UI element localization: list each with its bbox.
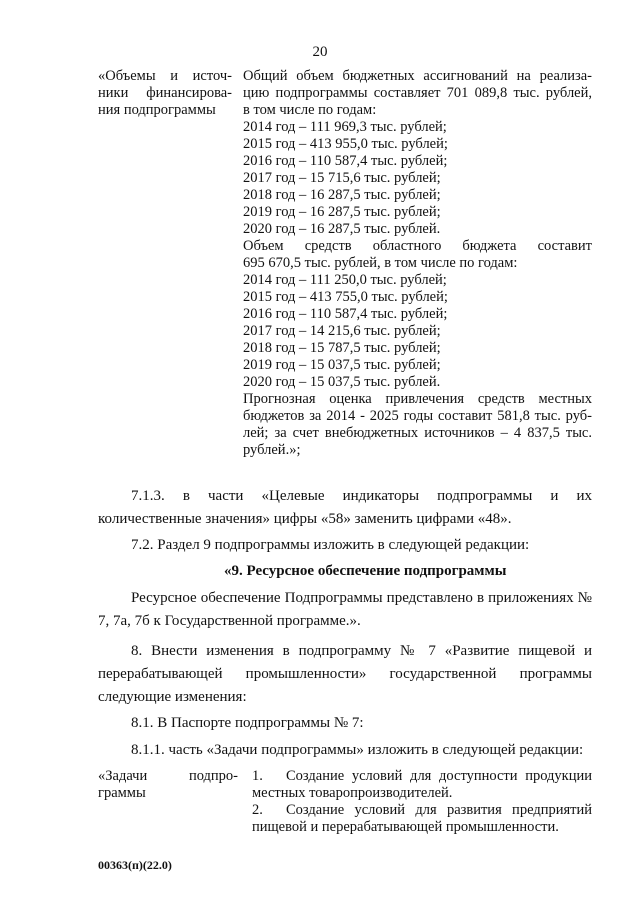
section-heading: «9. Ресурсное обеспечение подпрограммы xyxy=(224,563,507,579)
label-line: ники финансирова- xyxy=(98,85,232,101)
label-line: «Объемы и источ- xyxy=(98,68,232,84)
financing-line: 2017 год – 15 715,6 тыс. рублей; xyxy=(243,170,441,186)
paragraph-8-1-1: 8.1.1. часть «Задачи подпрограммы» изложить в следующей редакции: xyxy=(131,742,584,758)
task-number: 2. xyxy=(252,802,263,818)
financing-value-cell xyxy=(243,68,592,459)
financing-line: лей; за счет внебюджетных источников – 4 837,5 тыс. xyxy=(243,425,592,441)
financing-line: Прогнозная оценка привлечения средств местных xyxy=(243,391,592,407)
paragraph-8-1: 8.1. В Паспорте подпрограммы № 7: xyxy=(131,715,364,731)
financing-line: 2019 год – 16 287,5 тыс. рублей; xyxy=(243,204,441,220)
paragraph-8: 8. Внести изменения в подпрограмму № 7 «Развитие пищевой и перерабатывающей промышленности» государственной программы следующие изменения: xyxy=(98,643,592,705)
tasks-label-line: граммы xyxy=(98,785,146,801)
label-line: ния подпрограммы xyxy=(98,102,216,118)
document-footer-code: 00363(п)(22.0) xyxy=(98,858,172,872)
financing-line: 2016 год – 110 587,4 тыс. рублей; xyxy=(243,153,448,169)
tasks-value-cell xyxy=(252,768,592,836)
financing-line: рублей.»; xyxy=(243,442,301,458)
financing-line: 2015 год – 413 755,0 тыс. рублей; xyxy=(243,289,448,305)
task-text: Создание условий для развития предприятий пищевой и перерабатывающей промышленности. xyxy=(252,802,592,835)
paragraph-7-2: 7.2. Раздел 9 подпрограммы изложить в следующей редакции: xyxy=(131,537,530,553)
paragraph-7-1-3: 7.1.3. в части «Целевые индикаторы подпрограммы и их количественные значения» цифры «58» заменить цифрами «48». xyxy=(98,488,592,527)
financing-line: 2020 год – 15 037,5 тыс. рублей. xyxy=(243,374,441,390)
financing-line: 2017 год – 14 215,6 тыс. рублей; xyxy=(243,323,441,339)
task-item xyxy=(252,802,592,836)
financing-line: Объем средств областного бюджета составит xyxy=(243,238,592,254)
financing-line: 695 670,5 тыс. рублей, в том числе по годам: xyxy=(243,255,518,271)
resource-paragraph: Ресурсное обеспечение Подпрограммы представлено в приложениях № 7, 7а, 7б к Государственной программе.». xyxy=(98,590,592,629)
financing-line: цию подпрограммы составляет 701 089,8 тыс. рублей, xyxy=(243,85,592,101)
page-number: 20 xyxy=(312,44,328,60)
financing-label-cell xyxy=(98,68,232,119)
financing-line: Общий объем бюджетных ассигнований на реализа- xyxy=(243,68,592,84)
financing-line: бюджетов за 2014 - 2025 годы составит 581,8 тыс. руб- xyxy=(243,408,592,424)
financing-line: 2016 год – 110 587,4 тыс. рублей; xyxy=(243,306,448,322)
task-item xyxy=(252,768,592,802)
task-text: Создание условий для доступности продукции местных товаропроизводителей. xyxy=(252,768,592,801)
tasks-label-cell xyxy=(98,768,238,802)
financing-line: 2019 год – 15 037,5 тыс. рублей; xyxy=(243,357,441,373)
financing-line: 2015 год – 413 955,0 тыс. рублей; xyxy=(243,136,448,152)
financing-line: 2020 год – 16 287,5 тыс. рублей. xyxy=(243,221,441,237)
financing-line: в том числе по годам: xyxy=(243,102,377,118)
financing-line: 2014 год – 111 250,0 тыс. рублей; xyxy=(243,272,447,288)
task-number: 1. xyxy=(252,768,263,784)
financing-line: 2018 год – 16 287,5 тыс. рублей; xyxy=(243,187,441,203)
financing-line: 2018 год – 15 787,5 тыс. рублей; xyxy=(243,340,441,356)
tasks-label-word: подпро- xyxy=(188,768,238,784)
financing-line: 2014 год – 111 969,3 тыс. рублей; xyxy=(243,119,447,135)
tasks-label-word: «Задачи xyxy=(98,768,148,784)
